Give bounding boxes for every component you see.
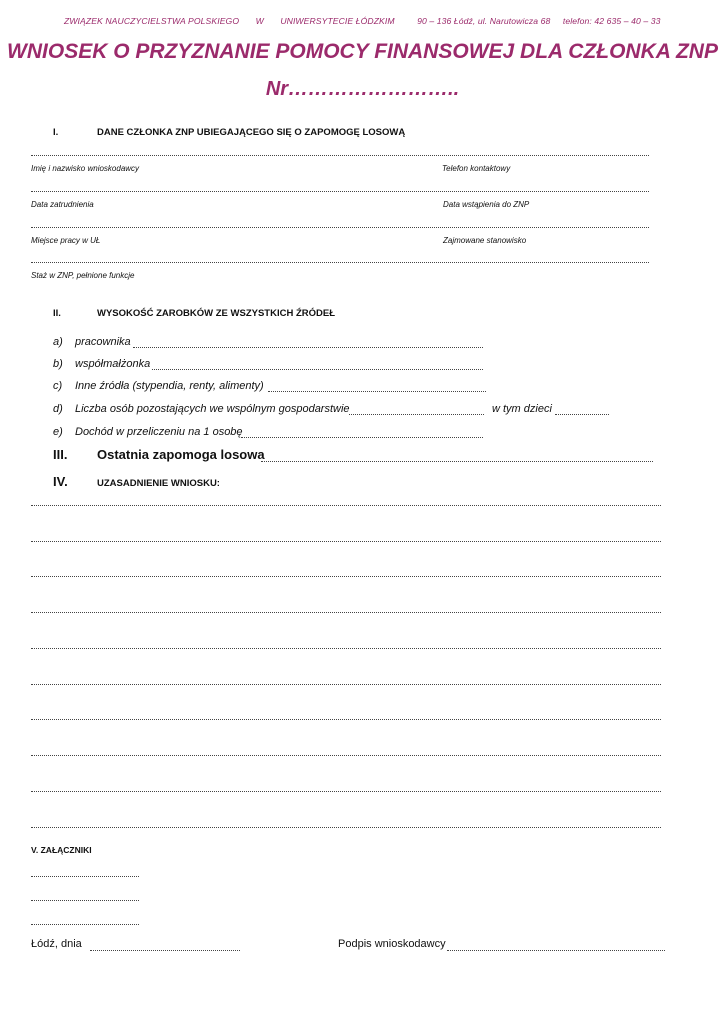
- item-e-label: Dochód w przeliczeniu na 1 osobę: [75, 426, 243, 438]
- workplace-line[interactable]: [31, 227, 649, 228]
- justification-line[interactable]: [31, 791, 661, 792]
- header-phone: telefon: 42 635 – 40 – 33: [562, 16, 661, 26]
- signature-line[interactable]: [447, 950, 665, 951]
- position-label: Zajmowane stanowisko: [443, 236, 527, 245]
- section4-number: IV.: [53, 474, 68, 489]
- item-b-label: współmałżonka: [75, 358, 151, 370]
- justification-line[interactable]: [31, 719, 661, 720]
- attachment-line[interactable]: [31, 924, 139, 925]
- section2-number: II.: [53, 308, 61, 319]
- item-a-line[interactable]: [133, 347, 483, 348]
- signature-label: Podpis wnioskodawcy: [338, 938, 446, 950]
- section5-title: V. ZAŁĄCZNIKI: [31, 845, 92, 855]
- section4-title: UZASADNIENIE WNIOSKU:: [97, 478, 220, 489]
- justification-line[interactable]: [31, 576, 661, 577]
- section3-title: Ostatnia zapomoga losowa: [97, 447, 265, 462]
- org-header: [64, 16, 660, 26]
- header-org: ZWIĄZEK NAUCZYCIELSTWA POLSKIEGO: [64, 16, 240, 26]
- header-uni: UNIWERSYTECIE ŁÓDZKIM: [280, 16, 395, 26]
- date-line[interactable]: [90, 950, 240, 951]
- document-title: WNIOSEK O PRZYZNANIE POMOCY FINANSOWEJ DLA CZŁONKA ZNP: [7, 40, 718, 63]
- children-line[interactable]: [555, 414, 609, 415]
- section1-title: DANE CZŁONKA ZNP UBIEGAJĄCEGO SIĘ O ZAPOMOGĘ LOSOWĄ: [97, 127, 406, 138]
- seniority-label: Staż w ZNP, pełnione funkcje: [31, 271, 135, 280]
- section3-number: III.: [53, 447, 68, 462]
- item-c-line[interactable]: [268, 391, 486, 392]
- header-sep: W: [255, 16, 264, 26]
- city-date-label: Łódź, dnia: [31, 938, 82, 950]
- last-aid-line[interactable]: [261, 461, 653, 462]
- justification-line[interactable]: [31, 827, 661, 828]
- item-b-letter: b): [53, 358, 63, 370]
- join-date-label: Data wstąpienia do ZNP: [443, 200, 530, 209]
- justification-line[interactable]: [31, 755, 661, 756]
- attachment-line[interactable]: [31, 876, 139, 877]
- justification-line[interactable]: [31, 612, 661, 613]
- item-e-letter: e): [53, 426, 63, 438]
- seniority-line[interactable]: [31, 262, 649, 263]
- item-a-letter: a): [53, 336, 63, 348]
- children-label: w tym dzieci: [492, 403, 552, 415]
- justification-line[interactable]: [31, 684, 661, 685]
- justification-line[interactable]: [31, 541, 661, 542]
- name-label: Imię i nazwisko wnioskodawcy: [31, 164, 140, 173]
- dates-line[interactable]: [31, 191, 649, 192]
- item-d-label: Liczba osób pozostających we wspólnym gospodarstwie: [75, 403, 350, 415]
- item-d-letter: d): [53, 403, 63, 415]
- item-d-line[interactable]: [349, 414, 484, 415]
- item-a-label: pracownika: [75, 336, 131, 348]
- employment-date-label: Data zatrudnienia: [31, 200, 94, 209]
- attachment-line[interactable]: [31, 900, 139, 901]
- section2-title: WYSOKOŚĆ ZAROBKÓW ZE WSZYSTKICH ŹRÓDEŁ: [97, 308, 336, 319]
- justification-line[interactable]: [31, 505, 661, 506]
- section1-number: I.: [53, 127, 59, 138]
- phone-label: Telefon kontaktowy: [442, 164, 511, 173]
- item-b-line[interactable]: [152, 369, 483, 370]
- item-e-line[interactable]: [241, 437, 483, 438]
- item-c-letter: c): [53, 380, 63, 392]
- workplace-label: Miejsce pracy w UŁ: [31, 236, 101, 245]
- item-c-label: Inne źródła (stypendia, renty, alimenty): [75, 380, 264, 392]
- justification-line[interactable]: [31, 648, 661, 649]
- document-number: Nr……………………..: [265, 78, 460, 100]
- header-address: 90 – 136 Łódź, ul. Narutowicza 68: [417, 16, 551, 26]
- name-phone-line[interactable]: [31, 155, 649, 156]
